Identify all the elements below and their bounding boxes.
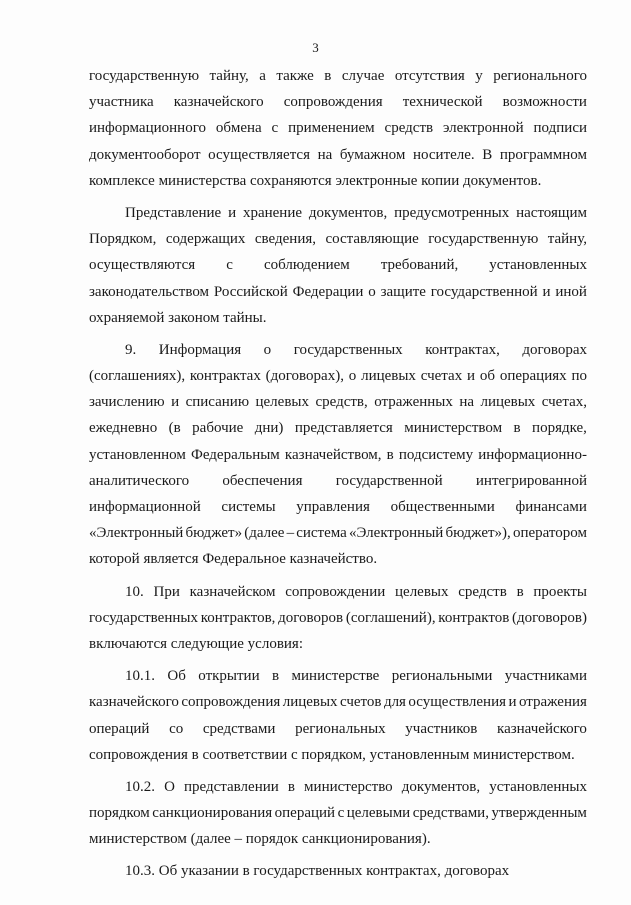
text-line: участника казначейского сопровождения технической возможности [89, 94, 587, 111]
text-line: 10.2. О представлении в министерство документов, установленных [125, 778, 587, 795]
paragraph-item-10-1 [89, 663, 587, 768]
text-line: (соглашениях), контрактах (договорах), о лицевых счетах и об операциях по [89, 368, 587, 385]
paragraph-storage [89, 200, 587, 331]
document-body [89, 63, 587, 885]
text-line: 9. Информация о государственных контрактах, договорах [125, 341, 587, 358]
text-line: информационной системы управления общественными финансами [89, 499, 587, 515]
text-line: включаются следующие условия: [89, 635, 303, 652]
text-line: 10. При казначейском сопровождении целевых средств в проекты [125, 583, 587, 600]
text-line: 10.3. Об указании в государственных контрактах, договорах [125, 863, 510, 880]
text-line: сопровождения в соответствии с порядком, установленным министерством. [89, 746, 575, 763]
text-line: порядком санкционирования операций с целевыми средствами, утвержденным [89, 805, 587, 822]
text-line: ежедневно (в рабочие дни) представляется министерством в порядке, [89, 420, 587, 437]
text-line: комплексе министерства сохраняются электронные копии документов. [89, 172, 542, 189]
page-number: 3 [312, 40, 319, 55]
text-line: зачислению и списанию целевых средств, отраженных на лицевых счетах, [89, 394, 587, 411]
text-line: Представление и хранение документов, предусмотренных настоящим [125, 204, 587, 221]
text-line: законодательством Российской Федерации о защите государственной и иной [89, 283, 587, 300]
text-line: аналитического обеспечения государственной интегрированной [89, 472, 587, 489]
text-line: «Электронный бюджет» (далее – система «Электронный бюджет»), оператором [89, 525, 587, 542]
text-line: государственных контрактов, договоров (соглашений), контрактов (договоров) [89, 609, 587, 626]
text-line: операций со средствами региональных участников казначейского [89, 720, 587, 737]
text-line: документооборот осуществляется на бумажном носителе. В программном [89, 146, 587, 163]
paragraph-classified-docs [89, 63, 587, 194]
text-line: охраняемой законом тайны. [89, 309, 267, 326]
text-line: казначейского сопровождения лицевых счетов для осуществления и отражения [89, 694, 587, 711]
text-line: установленном Федеральным казначейством, в подсистему информационно- [89, 446, 587, 463]
paragraph-item-10 [89, 579, 587, 658]
paragraph-item-10-3 [89, 858, 587, 884]
text-line: осуществляются с соблюдением требований, установленных [89, 257, 587, 274]
text-line: которой является Федеральное казначейство. [89, 551, 378, 568]
text-line: государственную тайну, а также в случае отсутствия у регионального [89, 68, 587, 84]
paragraph-item-10-2 [89, 774, 587, 853]
text-line: министерством (далее – порядок санкционирования). [89, 831, 431, 848]
text-line: информационного обмена с применением средств электронной подписи [89, 120, 587, 137]
paragraph-item-9 [89, 337, 587, 573]
text-line: Порядком, содержащих сведения, составляющие государственную тайну, [89, 231, 587, 248]
text-line: 10.1. Об открытии в министерстве региональными участниками [125, 668, 587, 685]
